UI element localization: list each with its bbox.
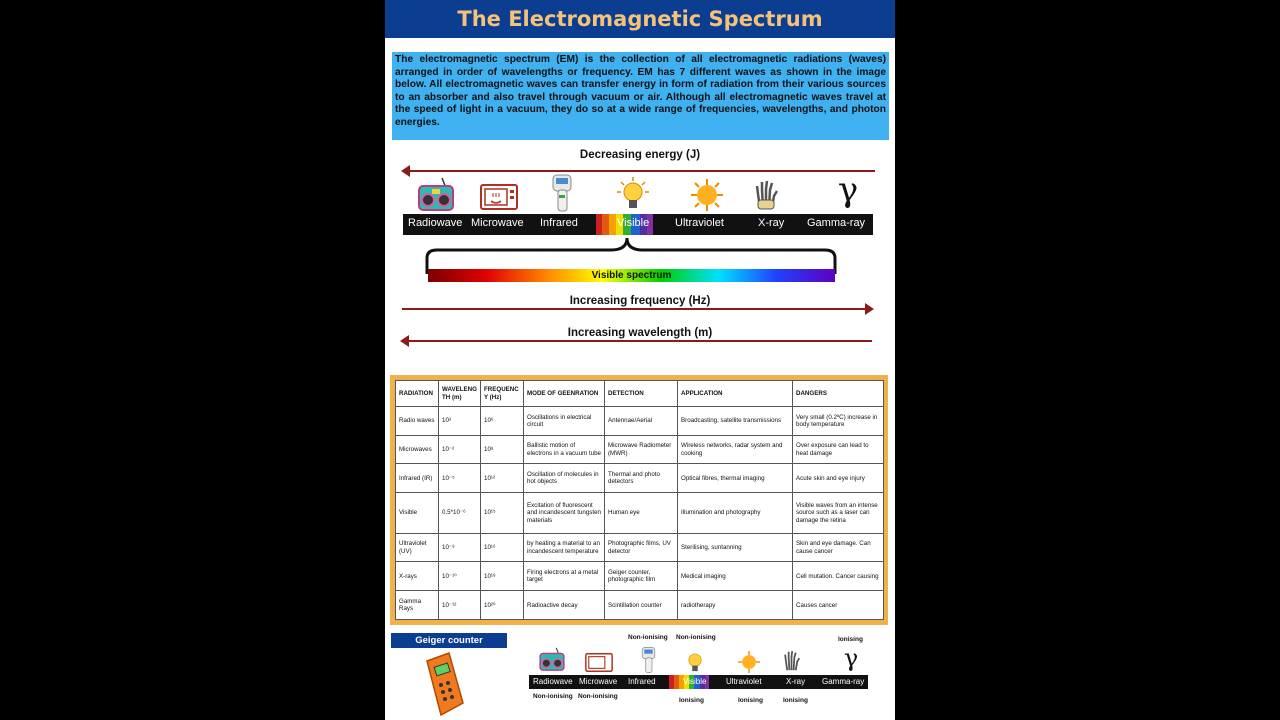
- header-detection: DETECTION: [605, 381, 678, 407]
- table-cell: 10¹²: [481, 464, 524, 493]
- increasing-wavelength-arrow: [402, 335, 872, 347]
- mini-radio-icon: [537, 645, 567, 673]
- table-row: [396, 435, 884, 464]
- visible-stripe-red-orange: [602, 214, 609, 235]
- table-cell: Over exposure can lead to heat damage: [793, 435, 884, 464]
- header-dangers: DANGERS: [793, 381, 884, 407]
- table-cell: Microwave Radiometer (MWR): [605, 435, 678, 464]
- increasing-frequency-label: Increasing frequency (Hz): [569, 295, 711, 307]
- band-microwave: Microwave: [471, 217, 524, 229]
- header-frequency: FREQUENC Y (Hz): [481, 381, 524, 407]
- table-cell: 10¹⁵: [481, 493, 524, 534]
- table-cell: Skin and eye damage. Can cause cancer: [793, 533, 884, 562]
- light-bulb-icon: [617, 176, 649, 212]
- band-gamma-ray: Gamma-ray: [807, 217, 866, 229]
- em-properties-table: [395, 380, 884, 620]
- table-cell: Radioactive decay: [524, 591, 605, 620]
- table-cell: 0.5*10⁻⁶: [439, 493, 481, 534]
- table-cell: 10⁻⁵: [439, 464, 481, 493]
- table-cell: 10³: [439, 407, 481, 436]
- table-cell: by heating a material to an incandescent temperature: [524, 533, 605, 562]
- page: [385, 0, 895, 720]
- table-cell: Medical imaging: [678, 562, 793, 591]
- table-cell: Optical fibres, thermal imaging: [678, 464, 793, 493]
- table-cell: Firing electrons at a metal target: [524, 562, 605, 591]
- table-cell: Geiger counter, photographic film: [605, 562, 678, 591]
- table-cell: 10¹⁶: [481, 533, 524, 562]
- table-cell: Excitation of fluorescent and incandescent tungsten materials: [524, 493, 605, 534]
- band-visible: Visible: [617, 217, 650, 229]
- increasing-frequency-arrow: [402, 303, 872, 315]
- table-cell: 10⁶: [481, 407, 524, 436]
- table-header-row: [396, 381, 884, 407]
- ionising-label-ultraviolet: Ionising: [738, 697, 763, 704]
- visible-spectrum-gradient: [428, 269, 835, 282]
- band-xray: X-ray: [758, 217, 785, 229]
- table-cell: Infrared (IR): [396, 464, 439, 493]
- table-cell: radiotherapy: [678, 591, 793, 620]
- mini-band-infrared: Infrared: [628, 677, 656, 686]
- table-row: [396, 533, 884, 562]
- table-frame: [390, 375, 888, 625]
- geiger-counter-label: Geiger counter: [391, 633, 507, 648]
- mini-thermometer-gun-icon: [639, 645, 657, 674]
- table-cell: 10⁻⁸: [439, 533, 481, 562]
- table-cell: Thermal and photo detectors: [605, 464, 678, 493]
- band-radiowave: Radiowave: [408, 217, 463, 229]
- table-cell: Wireless networks, radar system and cooking: [678, 435, 793, 464]
- table-cell: Ultraviolet (UV): [396, 533, 439, 562]
- table-cell: Photographic films, UV detector: [605, 533, 678, 562]
- visible-spectrum-label: Visible spectrum: [591, 270, 672, 281]
- mini-sun-icon: [737, 650, 761, 674]
- mini-gamma-symbol-icon: γ: [843, 644, 859, 672]
- ionising-label-gamma: Ionising: [838, 636, 863, 643]
- table-cell: 10⁻¹²: [439, 591, 481, 620]
- table-cell: 10⁻¹⁰: [439, 562, 481, 591]
- non-ionising-label-infrared: Non-ionising: [628, 634, 668, 641]
- table-row: [396, 493, 884, 534]
- table-cell: Cell mutation. Cancer causing: [793, 562, 884, 591]
- visible-stripe-orange: [609, 214, 616, 235]
- title-bar: [385, 0, 895, 38]
- ionising-label-visible: Ionising: [679, 697, 704, 704]
- header-application: APPLICATION: [678, 381, 793, 407]
- table-cell: Causes cancer: [793, 591, 884, 620]
- mini-light-bulb-icon: [683, 648, 707, 674]
- header-wavelength: WAVELENG TH (m): [439, 381, 481, 407]
- mini-band-xray: X-ray: [786, 677, 806, 686]
- band-ultraviolet: Ultraviolet: [675, 217, 724, 229]
- table-cell: 10⁸: [481, 435, 524, 464]
- table-cell: Acute skin and eye injury: [793, 464, 884, 493]
- table-cell: Visible waves from an intense source such as a laser can damage the retina: [793, 493, 884, 534]
- mini-spectrum-bar: [529, 675, 868, 689]
- sun-icon: [691, 179, 723, 211]
- table-row: [396, 562, 884, 591]
- table-cell: 10²⁰: [481, 591, 524, 620]
- mini-band-gamma-ray: Gamma-ray: [822, 677, 865, 686]
- table-cell: Oscillation of molecules in hot objects: [524, 464, 605, 493]
- mini-band-ultraviolet: Ultraviolet: [726, 677, 762, 686]
- microwave-icon: [479, 183, 519, 211]
- table-row: [396, 591, 884, 620]
- table-cell: Sterilising, suntanning: [678, 533, 793, 562]
- decreasing-energy-label: Decreasing energy (J): [579, 149, 701, 161]
- non-ionising-label-microwave: Non-ionising: [578, 693, 618, 700]
- table-row: [396, 407, 884, 436]
- table-cell: Gamma Rays: [396, 591, 439, 620]
- mini-microwave-icon: [584, 652, 614, 672]
- xray-hand-icon: [753, 179, 779, 211]
- table-cell: Visible: [396, 493, 439, 534]
- table-cell: Scintillation counter: [605, 591, 678, 620]
- non-ionising-label-radiowave: Non-ionising: [533, 693, 573, 700]
- mini-band-microwave: Microwave: [579, 677, 618, 686]
- table-cell: Oscillations in electrical circuit: [524, 407, 605, 436]
- mini-band-radiowave: Radiowave: [533, 677, 573, 686]
- header-mode-of-generation: MODE OF GEENRATION: [524, 381, 605, 407]
- geiger-counter-icon: [419, 651, 467, 717]
- intro-paragraph: The electromagnetic spectrum (EM) is the collection of all electromagnetic radiations (waves) arranged in order of wavelengths or frequency. EM has 7 different waves as shown in the image below. All electromagnetic waves can transfer energy in form of radiation from their various sources to an absorber and also travel through vacuum or air. Although all electromagnetic waves travel at the speed of light in a vacuum, they do so at a wide range of frequencies, wavelengths, and photon energies.: [392, 52, 889, 140]
- ionising-label-xray: Ionising: [783, 697, 808, 704]
- header-radiation: RADIATION: [396, 381, 439, 407]
- thermometer-gun-icon: [549, 172, 575, 214]
- table-cell: Ballistic motion of electrons in a vacuum tube: [524, 435, 605, 464]
- table-cell: Illumination and photography: [678, 493, 793, 534]
- table-cell: Radio waves: [396, 407, 439, 436]
- mini-xray-hand-icon: [782, 649, 800, 673]
- non-ionising-label-visible: Non-ionising: [676, 634, 716, 641]
- increasing-wavelength-label: Increasing wavelength (m): [567, 327, 713, 339]
- table-cell: 10¹⁸: [481, 562, 524, 591]
- page-title: The Electromagnetic Spectrum: [457, 7, 823, 31]
- table-cell: Antennae/Aerial: [605, 407, 678, 436]
- table-row: [396, 464, 884, 493]
- spectrum-bar: [403, 214, 873, 235]
- table-cell: Microwaves: [396, 435, 439, 464]
- table-cell: Human eye: [605, 493, 678, 534]
- mini-band-visible: Visible: [683, 677, 707, 686]
- table-cell: 10⁻²: [439, 435, 481, 464]
- radio-icon: [415, 175, 457, 213]
- table-cell: Very small (0.2ºC) increase in body temperature: [793, 407, 884, 436]
- band-infrared: Infrared: [540, 217, 578, 229]
- gamma-symbol-icon: γ: [837, 170, 859, 210]
- table-cell: X-rays: [396, 562, 439, 591]
- table-cell: Broadcasting, satellite transmissions: [678, 407, 793, 436]
